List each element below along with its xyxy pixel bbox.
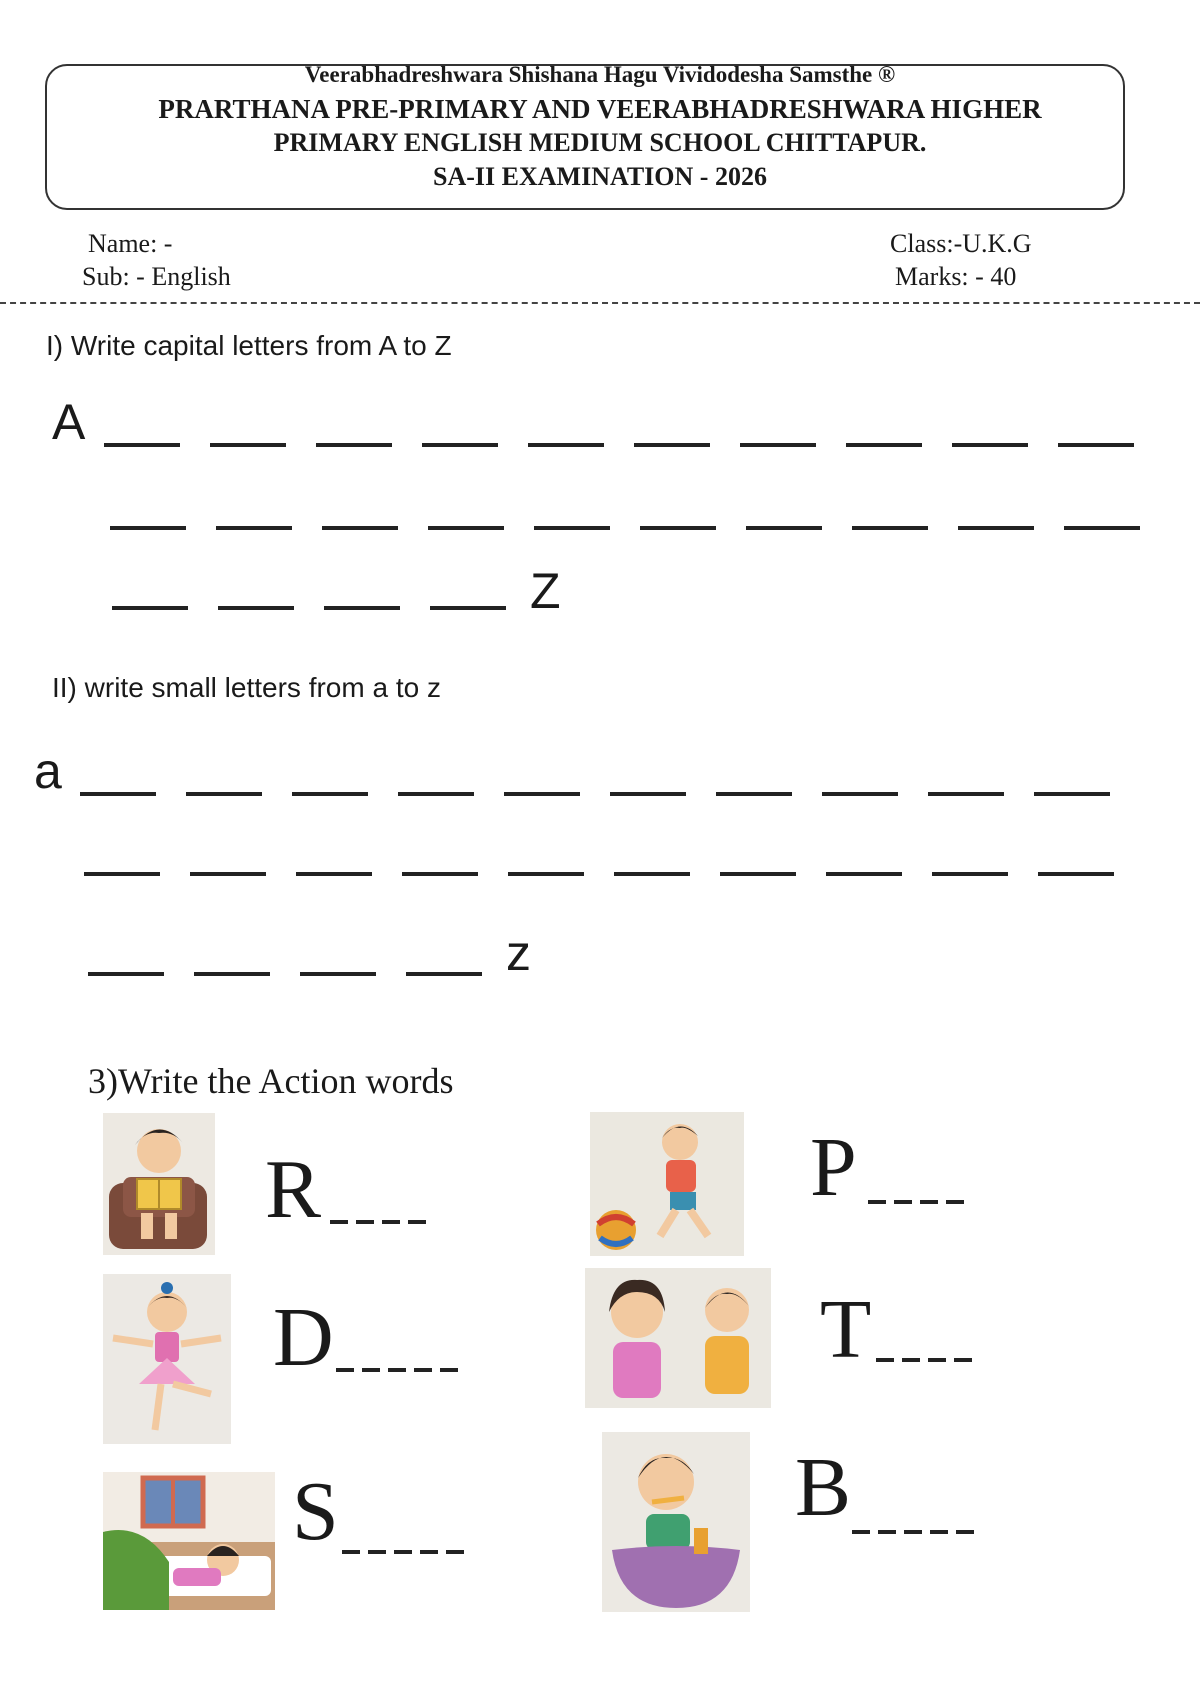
blank-line	[952, 443, 1028, 447]
blank-line	[610, 792, 686, 796]
q1-end-letter: Z	[530, 563, 561, 619]
blank-line	[112, 606, 188, 610]
blank-line	[1038, 872, 1114, 876]
action-word-d-blank	[336, 1368, 466, 1372]
q2-start-letter: a	[34, 743, 62, 799]
kids-talking-image	[585, 1268, 771, 1408]
blank-line	[528, 443, 604, 447]
blank-line	[508, 872, 584, 876]
q1-blank-row-2	[110, 526, 1140, 530]
school-name-line1: PRARTHANA PRE-PRIMARY AND VEERABHADRESHWARA HIGHER	[158, 94, 1042, 124]
blank-line	[846, 443, 922, 447]
exam-title: SA-II EXAMINATION - 2026	[433, 162, 767, 191]
blank-line	[186, 792, 262, 796]
blank-line	[210, 443, 286, 447]
blank-line	[216, 526, 292, 530]
blank-line	[110, 526, 186, 530]
boy-playing-ball-image	[590, 1112, 744, 1256]
boy-brushing-image	[602, 1432, 750, 1612]
question-3-title: 3)Write the Action words	[88, 1061, 454, 1101]
blank-line	[398, 792, 474, 796]
society-name: Veerabhadreshwara Shishana Hagu Vividodesha Samsthe ®	[304, 62, 896, 87]
blank-line	[740, 443, 816, 447]
subject-field: Sub: - English	[82, 262, 231, 291]
action-word-t-letter: T	[820, 1283, 872, 1376]
blank-line	[324, 606, 400, 610]
marks-field: Marks: - 40	[895, 262, 1017, 291]
blank-line	[958, 526, 1034, 530]
blank-line	[504, 792, 580, 796]
blank-line	[406, 972, 482, 976]
action-word-p-letter: P	[810, 1121, 857, 1214]
q2-blank-row-1	[80, 792, 1110, 796]
blank-line	[932, 872, 1008, 876]
blank-line	[534, 526, 610, 530]
blank-line	[1058, 443, 1134, 447]
blank-line	[614, 872, 690, 876]
blank-line	[190, 872, 266, 876]
blank-line	[1064, 526, 1140, 530]
blank-line	[852, 526, 928, 530]
boy-reading-image	[103, 1113, 215, 1255]
q1-blank-row-3	[112, 606, 532, 610]
action-word-p-blank	[868, 1200, 978, 1204]
action-word-r-blank	[330, 1220, 460, 1224]
blank-line	[88, 972, 164, 976]
class-field: Class:-U.K.G	[890, 229, 1032, 258]
question-2-title: II) write small letters from a to z	[52, 672, 441, 703]
question-1-title: I) Write capital letters from A to Z	[46, 330, 452, 361]
blank-line	[1034, 792, 1110, 796]
blank-line	[928, 792, 1004, 796]
action-word-t-blank	[876, 1358, 986, 1362]
blank-line	[80, 792, 156, 796]
blank-line	[430, 606, 506, 610]
blank-line	[300, 972, 376, 976]
blank-line	[84, 872, 160, 876]
blank-line	[296, 872, 372, 876]
blank-line	[640, 526, 716, 530]
blank-line	[822, 792, 898, 796]
blank-line	[322, 526, 398, 530]
header-divider	[0, 302, 1200, 304]
action-word-d-letter: D	[273, 1291, 334, 1384]
action-word-b-letter: B	[795, 1441, 852, 1534]
blank-line	[292, 792, 368, 796]
blank-line	[422, 443, 498, 447]
child-sleeping-image	[103, 1472, 275, 1610]
girl-dancing-image	[103, 1274, 231, 1444]
blank-line	[218, 606, 294, 610]
blank-line	[634, 443, 710, 447]
blank-line	[720, 872, 796, 876]
q1-blank-row-1	[104, 443, 1134, 447]
q2-blank-row-2	[84, 872, 1114, 876]
blank-line	[716, 792, 792, 796]
blank-line	[104, 443, 180, 447]
q1-start-letter: A	[52, 394, 86, 450]
action-word-s-letter: S	[292, 1465, 339, 1558]
q2-blank-row-3	[88, 972, 508, 976]
blank-line	[402, 872, 478, 876]
blank-line	[316, 443, 392, 447]
name-field: Name: -	[88, 229, 173, 258]
action-word-r-letter: R	[265, 1143, 322, 1236]
action-word-s-blank	[342, 1550, 472, 1554]
action-word-b-blank	[852, 1530, 982, 1534]
blank-line	[194, 972, 270, 976]
blank-line	[746, 526, 822, 530]
blank-line	[428, 526, 504, 530]
school-name-line2: PRIMARY ENGLISH MEDIUM SCHOOL CHITTAPUR.	[273, 128, 927, 157]
q2-end-letter: z	[506, 925, 531, 981]
blank-line	[826, 872, 902, 876]
